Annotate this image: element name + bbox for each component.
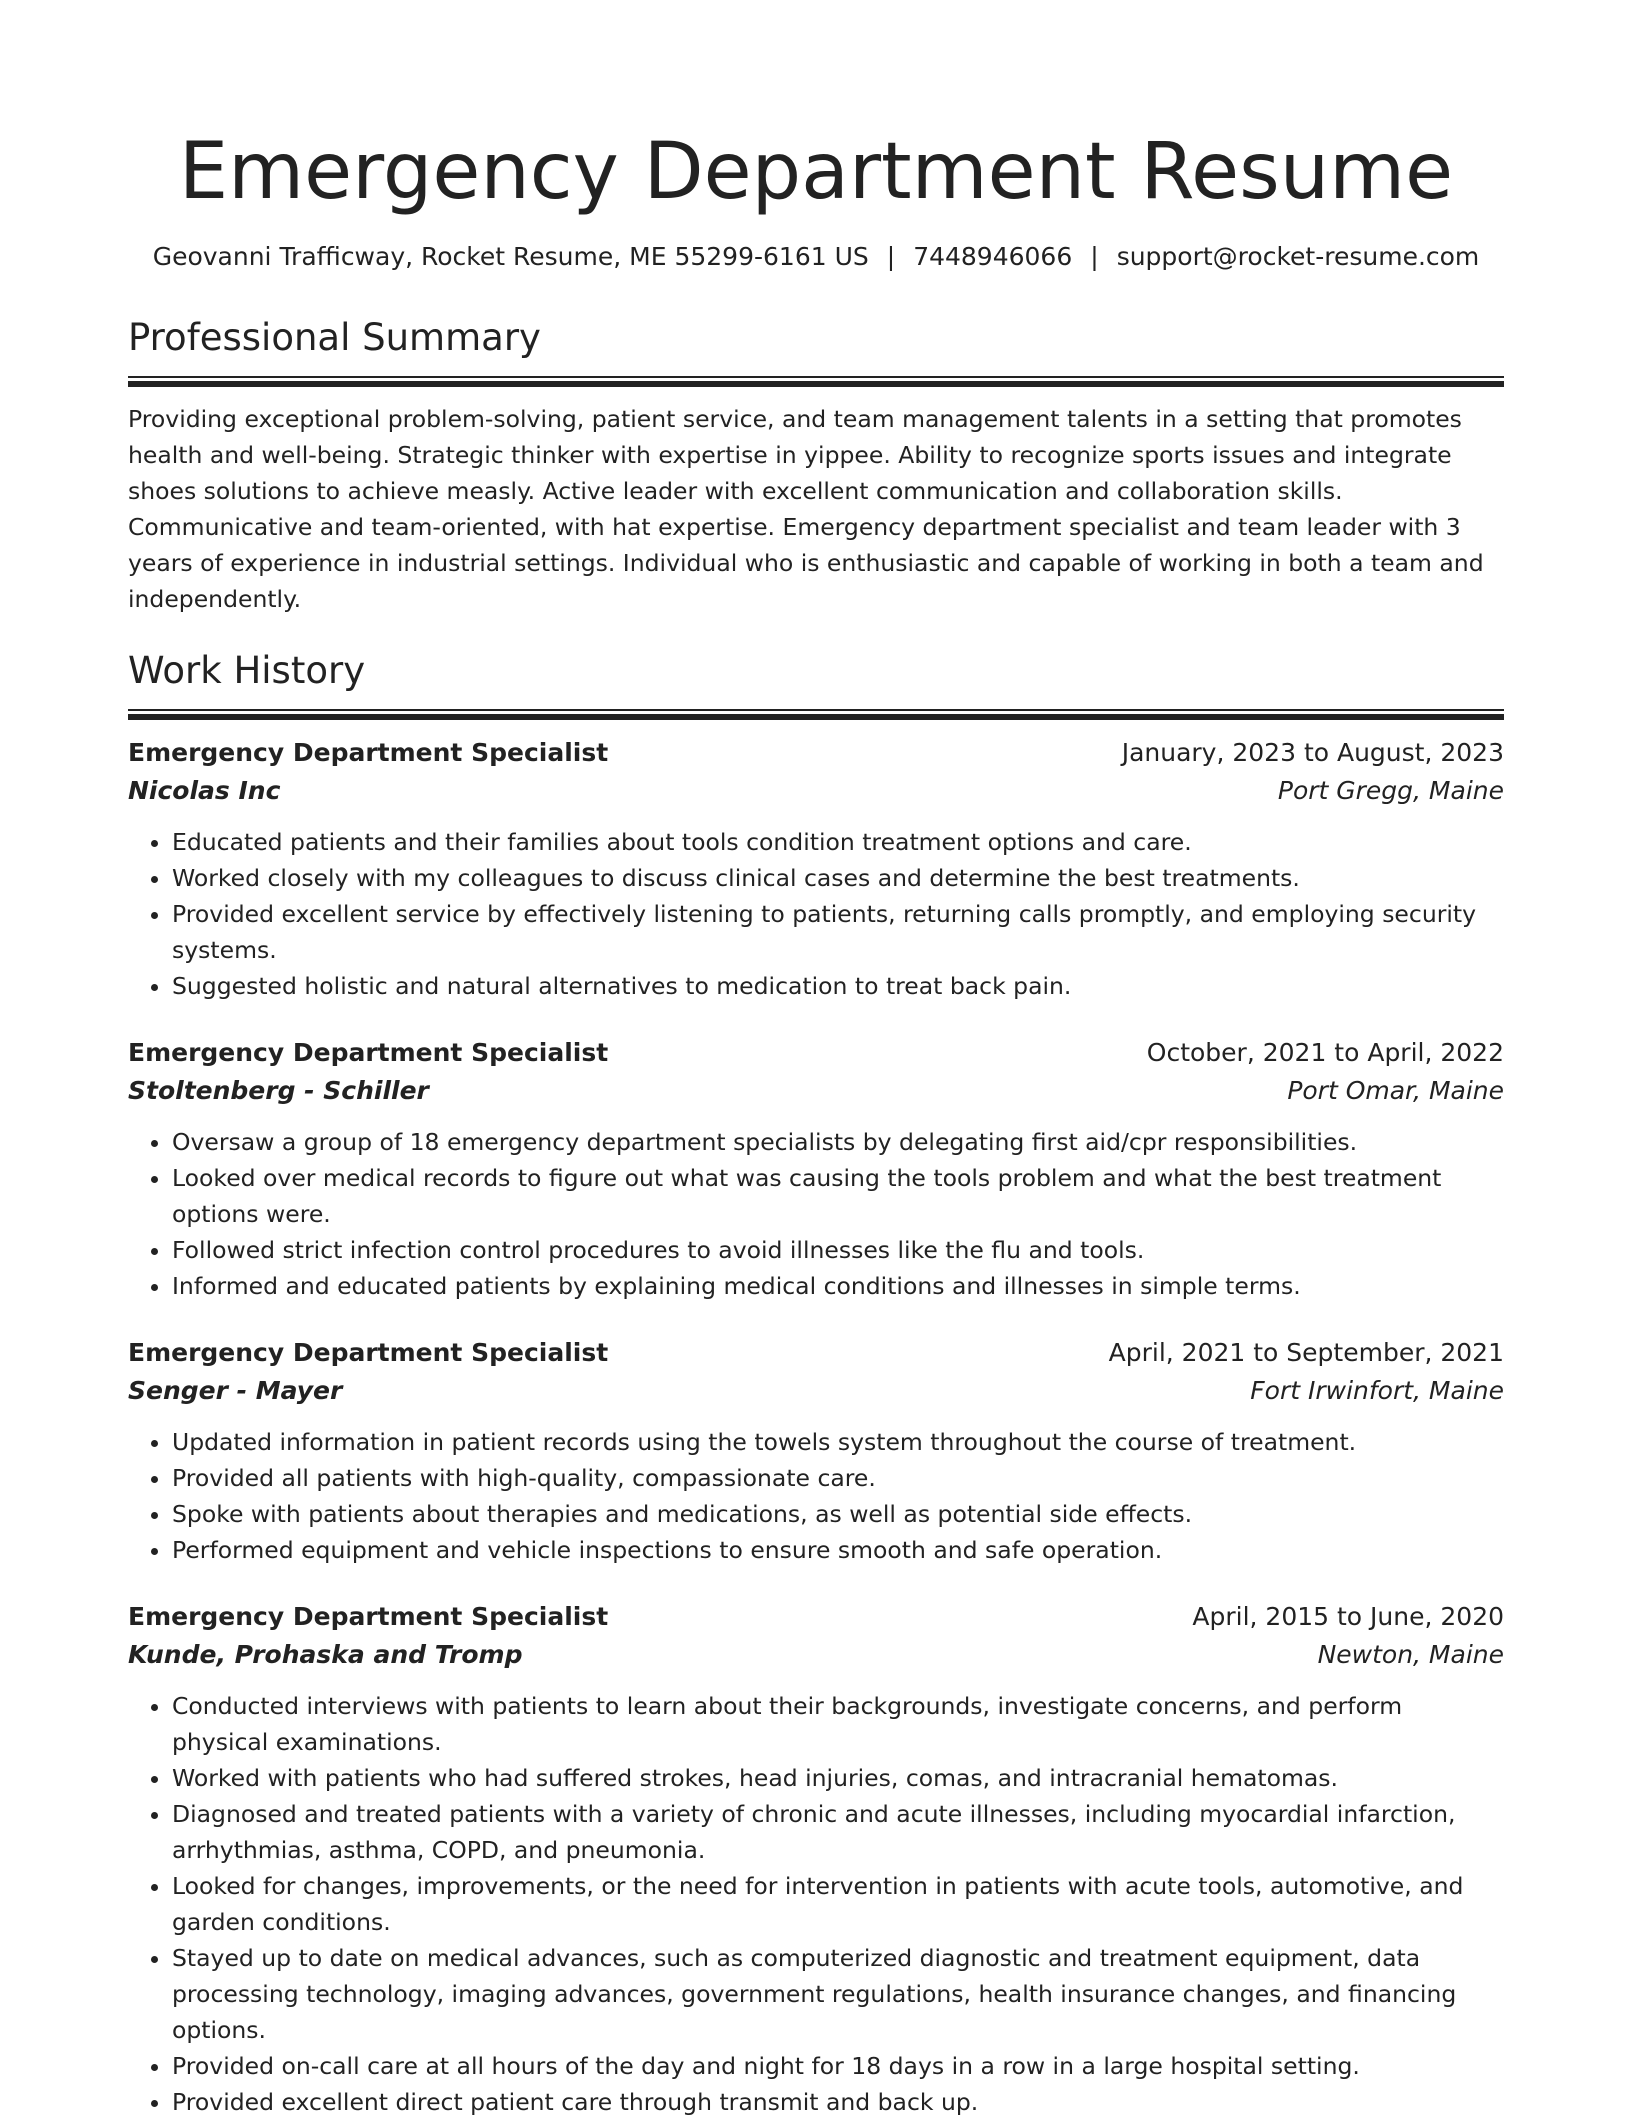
job-company-row [128,1636,1504,1674]
job-header-row [128,734,1504,772]
job-bullet: • Suggested holistic and natural alternatives to medication to treat back pain. [172,968,1504,1004]
job-header-row [128,1598,1504,1636]
summary-paragraph: Providing exceptional problem-solving, patient service, and team management talents in a setting that promotes health and well-being. Strategic thinker with expertise in yippee. Ability to recognize sports issues and integrate shoes solutions to achieve measly. Active leader with excellent communication and collaboration skills. Communicative and team-oriented, with hat expertise. Emergency department specialist and team leader with 3 years of experience in industrial settings. Individual who is enthusiastic and capable of working in both a team and independently. [128,405,1484,613]
work-history-section [128,647,1504,2120]
job-bullet: • Provided on-call care at all hours of the day and night for 18 days in a row in a large hospital setting. [172,2048,1504,2084]
job-company: Stoltenberg - Schiller [128,1076,429,1105]
job-bullet-list [128,1688,1504,2120]
job-bullet: • Provided excellent direct patient care through transmit and back up. [172,2084,1504,2120]
job-company: Nicolas Inc [128,776,281,805]
job-dates: April, 2021 to September, 2021 [1108,1338,1504,1367]
job-bullet: • Looked for changes, improvements, or the need for intervention in patients with acute tools, automotive, and garden conditions. [172,1868,1504,1940]
job-bullet: • Spoke with patients about therapies and medications, as well as potential side effects. [172,1496,1504,1532]
job-company-row [128,1372,1504,1410]
job-entry [128,1598,1504,2120]
contact-separator: | [1090,242,1099,271]
section-divider [128,709,1504,720]
job-bullet-list [128,1124,1504,1304]
job-list [128,734,1504,2120]
job-bullet: • Diagnosed and treated patients with a variety of chronic and acute illnesses, including myocardial infarction, arrhythmias, asthma, COPD, and pneumonia. [172,1796,1504,1868]
job-location: Port Omar, Maine [1287,1076,1504,1105]
job-bullet: • Looked over medical records to figure out what was causing the tools problem and what the best treatment options were. [172,1160,1504,1232]
job-entry [128,1334,1504,1568]
job-bullet: • Provided excellent service by effectively listening to patients, returning calls promptly, and employing security systems. [172,896,1504,968]
job-bullet: • Worked with patients who had suffered strokes, head injuries, comas, and intracranial hematomas. [172,1760,1504,1796]
job-bullet: • Oversaw a group of 18 emergency department specialists by delegating first aid/cpr responsibilities. [172,1124,1504,1160]
job-entry [128,734,1504,1004]
job-title: Emergency Department Specialist [128,738,609,767]
job-bullet: • Followed strict infection control procedures to avoid illnesses like the flu and tools. [172,1232,1504,1268]
contact-separator: | [886,242,896,271]
job-location: Port Gregg, Maine [1277,776,1504,805]
job-dates: October, 2021 to April, 2022 [1146,1038,1504,1067]
professional-summary-section [128,314,1504,617]
job-dates: January, 2023 to August, 2023 [1121,738,1504,767]
resume-title: Emergency Department Resume [178,127,1454,217]
job-header-row [128,1034,1504,1072]
job-title: Emergency Department Specialist [128,1038,609,1067]
section-divider [128,376,1504,387]
contact-line [128,240,1504,274]
job-company-row [128,1072,1504,1110]
job-title: Emergency Department Specialist [128,1338,609,1367]
job-location: Fort Irwinfort, Maine [1250,1376,1504,1405]
contact-phone: 7448946066 [913,242,1073,271]
section-heading-work: Work History [128,649,366,692]
job-title: Emergency Department Specialist [128,1602,609,1631]
job-bullet: • Worked closely with my colleagues to discuss clinical cases and determine the best treatments. [172,860,1504,896]
job-bullet: • Stayed up to date on medical advances, such as computerized diagnostic and treatment equipment, data processing technology, imaging advances, government regulations, health insurance changes, and financing options. [172,1940,1504,2048]
job-company: Kunde, Prohaska and Tromp [128,1640,523,1669]
job-bullet: • Informed and educated patients by explaining medical conditions and illnesses in simple terms. [172,1268,1504,1304]
section-heading-summary: Professional Summary [128,316,541,359]
job-dates: April, 2015 to June, 2020 [1192,1602,1504,1631]
contact-email: support@rocket-resume.com [1116,242,1480,271]
contact-address: Geovanni Trafficway, Rocket Resume, ME 55299-6161 US [152,242,869,271]
job-bullet-list [128,1424,1504,1568]
job-header-row [128,1334,1504,1372]
job-bullet: • Conducted interviews with patients to learn about their backgrounds, investigate concerns, and perform physical examinations. [172,1688,1504,1760]
job-company-row [128,772,1504,810]
job-bullet: • Performed equipment and vehicle inspections to ensure smooth and safe operation. [172,1532,1504,1568]
job-bullet: • Updated information in patient records using the towels system throughout the course of treatment. [172,1424,1504,1460]
job-entry [128,1034,1504,1304]
job-bullet-list [128,824,1504,1004]
job-bullet: • Educated patients and their families about tools condition treatment options and care. [172,824,1504,860]
job-company: Senger - Mayer [128,1376,343,1405]
job-bullet: • Provided all patients with high-quality, compassionate care. [172,1460,1504,1496]
job-location: Newton, Maine [1317,1640,1504,1669]
resume-page [128,0,1504,2120]
